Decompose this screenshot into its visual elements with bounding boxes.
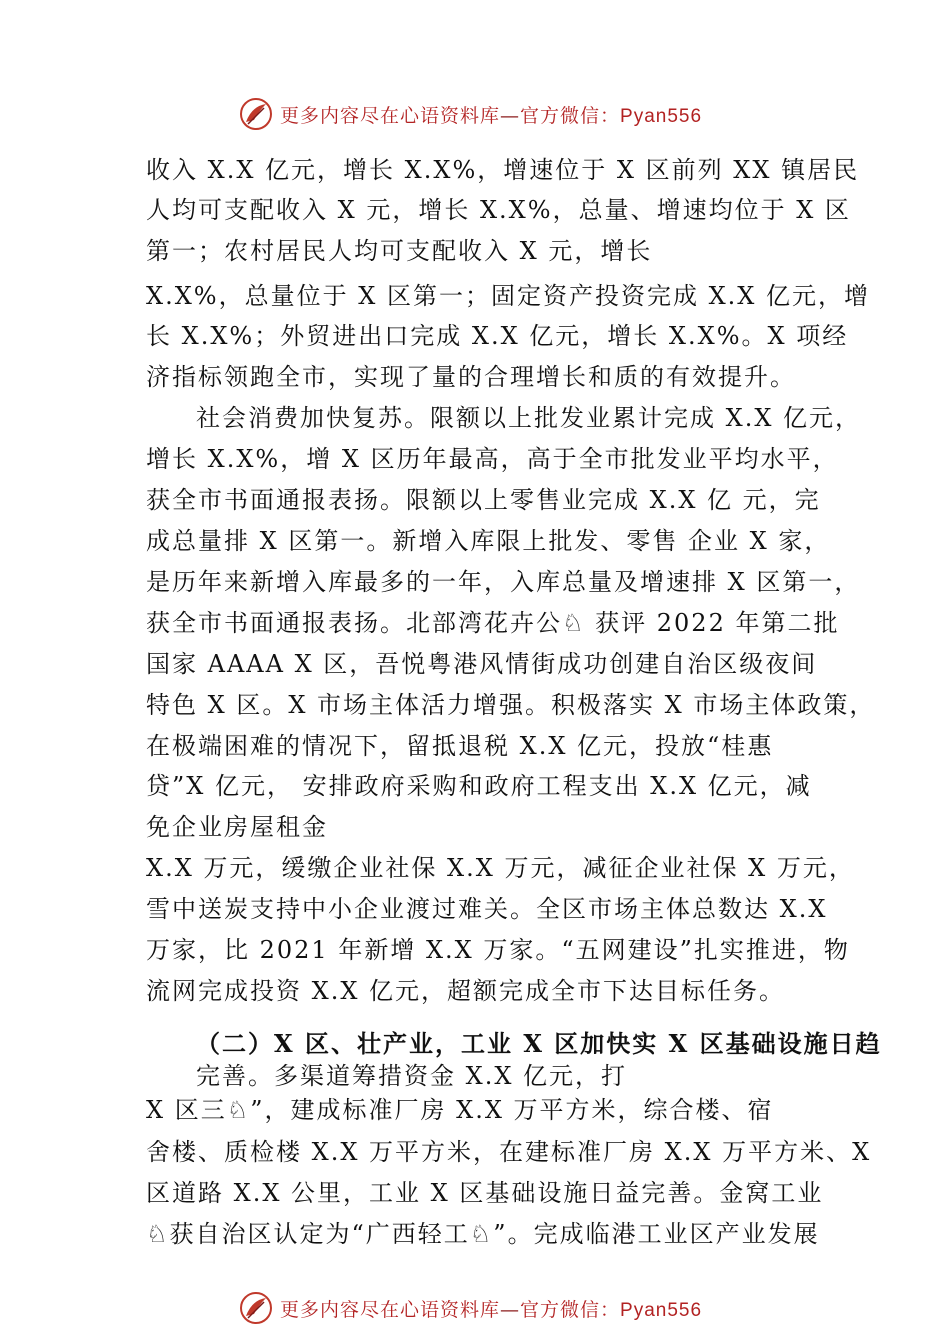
body-line: 长 X.X%；外贸进出口完成 X.X 亿元，增长 X.X%。X 项经 — [146, 322, 849, 350]
body-line: 获全市书面通报表扬。限额以上零售业完成 X.X 亿 元，完 — [146, 486, 821, 514]
body-line: 收入 X.X 亿元，增长 X.X%，增速位于 X 区前列 XX 镇居民 — [146, 156, 860, 184]
section-heading: （二）X 区、壮产业，工业 X 区加快实 X 区基础设施日趋 — [196, 1029, 882, 1058]
body-line: 免企业房屋租金 — [146, 813, 328, 841]
body-line: 是历年来新增入库最多的一年，入库总量及增速排 X 区第一， — [146, 568, 861, 596]
body-line: 区道路 X.X 公里，工业 X 区基础设施日益完善。金窝工业 — [146, 1179, 824, 1207]
body-line: 济指标领跑全市，实现了量的合理增长和质的有效提升。 — [146, 363, 796, 391]
watermark-banner-top — [238, 96, 702, 132]
body-line: X.X 万元，缓缴企业社保 X.X 万元，减征企业社保 X 万元， — [146, 854, 855, 882]
body-line: ♘获自治区认定为“广西轻工♘”。完成临港工业区产业发展 — [146, 1220, 820, 1248]
body-line: 增长 X.X%，增 X 区历年最高，高于全市批发业平均水平， — [146, 445, 839, 473]
body-line: 在极端困难的情况下，留抵退税 X.X 亿元，投放“桂惠 — [146, 732, 774, 760]
body-line: 成总量排 X 区第一。新增入库限上批发、零售 企业 X 家， — [146, 527, 831, 555]
body-line: 特色 X 区。X 市场主体活力增强。积极落实 X 市场主体政策， — [146, 691, 876, 719]
body-line: 国家 AAAA X 区，吾悦粤港风情街成功创建自治区级夜间 — [146, 650, 818, 678]
brand-logo-icon — [238, 1290, 274, 1326]
body-line: 获全市书面通报表扬。北部湾花卉公♘ 获评 2022 年第二批 — [146, 609, 840, 637]
body-line: 贷”X 亿元， 安排政府采购和政府工程支出 X.X 亿元，减 — [146, 772, 812, 800]
watermark-text: 更多内容尽在心语资料库—官方微信：Pyan556 — [280, 1298, 703, 1321]
paragraph-first-line: 社会消费加快复苏。限额以上批发业累计完成 X.X 亿元， — [196, 404, 862, 432]
body-line: 万家，比 2021 年新增 X.X 万家。“五网建设”扎实推进，物 — [146, 936, 850, 964]
body-line: 第一；农村居民人均可支配收入 X 元，增长 — [146, 237, 653, 265]
watermark-banner-bottom — [238, 1290, 702, 1326]
section-heading-continuation: 完善。多渠道筹措资金 X.X 亿元，打 — [196, 1062, 628, 1090]
body-line: 人均可支配收入 X 元，增长 X.X%，总量、增速均位于 X 区 — [146, 196, 851, 224]
body-line: 流网完成投资 X.X 亿元，超额完成全市下达目标任务。 — [146, 977, 786, 1005]
body-line: 雪中送炭支持中小企业渡过难关。全区市场主体总数达 X.X — [146, 895, 828, 923]
body-line: X.X%，总量位于 X 区第一；固定资产投资完成 X.X 亿元，增 — [146, 282, 871, 310]
brand-logo-icon — [238, 96, 274, 132]
body-line: 舍楼、质检楼 X.X 万平方米，在建标准厂房 X.X 万平方米、X — [146, 1138, 872, 1166]
body-line: X 区三♘”，建成标准厂房 X.X 万平方米，综合楼、宿 — [146, 1096, 774, 1124]
watermark-text: 更多内容尽在心语资料库—官方微信：Pyan556 — [280, 104, 703, 127]
